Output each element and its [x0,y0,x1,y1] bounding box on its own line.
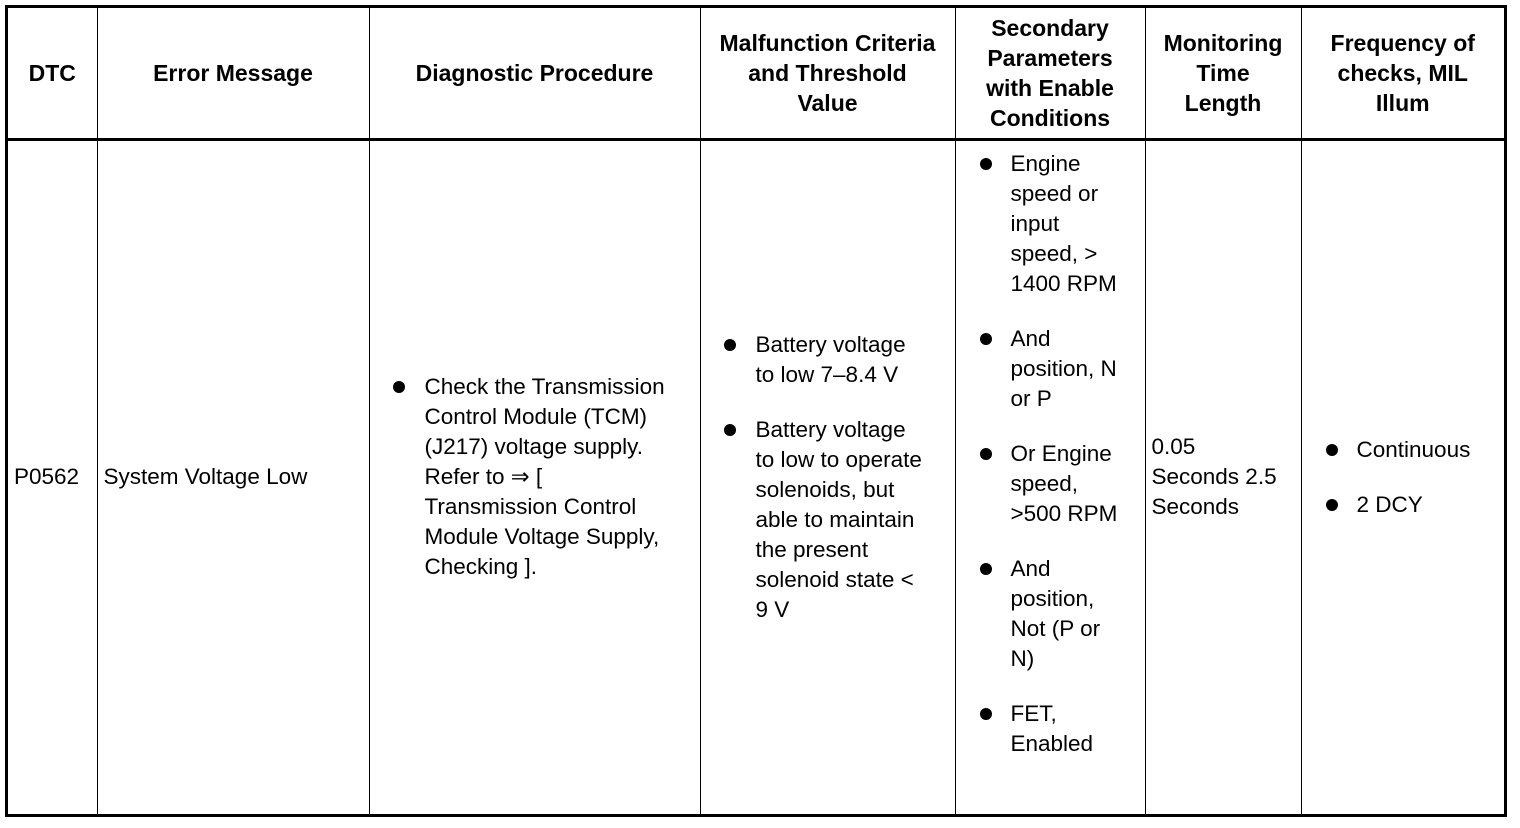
text-line: Check the Transmission [424,374,665,400]
text-line: (J217) voltage supply. [424,434,643,460]
text-line: input [1010,210,1060,236]
dtc-table [8,8,1504,814]
header-diagnostic-procedure: Diagnostic Procedure [369,8,700,139]
text-line: Module Voltage Supply, [424,524,660,550]
table-row [8,139,1504,814]
list-item [956,699,1145,759]
text-line: speed or [1010,180,1099,206]
dtc-code-cell: P0562 [8,139,97,814]
header-line: Frequency of [1330,29,1475,56]
list-item [956,439,1145,529]
text-line: speed, > [1010,240,1098,266]
bullet-icon [393,381,405,393]
header-malfunction-criteria [700,8,955,139]
list-item [956,149,1145,299]
header-line: Value [797,89,858,116]
header-line: Monitoring [1163,29,1283,56]
list-item [701,415,955,625]
text-line: Battery voltage [755,416,906,442]
text-line: Enabled [1010,730,1094,756]
header-line: Conditions [989,104,1111,131]
text-line: 1400 RPM [1010,270,1117,296]
bullet-icon [980,563,992,575]
text-line: to low to operate [755,446,922,472]
text-line: Checking ]. [424,554,538,580]
secondary-parameters-list [956,149,1145,759]
list-item [956,554,1145,674]
text-line: Engine [1010,150,1081,176]
header-line: with Enable [986,74,1114,101]
text-line: Seconds 2.5 [1151,464,1277,490]
list-item [956,324,1145,414]
text-line: And [1010,555,1051,581]
list-item [1302,490,1505,520]
text-line: >500 RPM [1010,500,1118,526]
error-message-cell: System Voltage Low [97,139,369,814]
header-line: Parameters [987,44,1113,71]
text-line: 2 DCY [1356,491,1423,517]
dtc-table-frame [5,5,1507,817]
header-dtc: DTC [8,8,97,139]
header-line: checks, MIL [1337,59,1468,86]
text-line: position, [1010,585,1095,611]
malfunction-criteria-list [701,330,955,625]
text-line: Refer to ⇒ [ [424,464,543,490]
header-line: Length [1184,89,1262,116]
secondary-parameters-cell [955,139,1145,814]
header-line: Malfunction Criteria [719,29,936,56]
text-line: And [1010,325,1051,351]
header-secondary-parameters [955,8,1145,139]
text-line: 0.05 [1151,434,1196,460]
bullet-icon [980,158,992,170]
text-line: Not (P or [1010,615,1101,641]
header-row [8,8,1504,139]
text-line: to low 7–8.4 V [755,361,899,387]
bullet-icon [980,333,992,345]
header-frequency [1301,8,1504,139]
list-item [1302,435,1505,465]
bullet-icon [724,424,736,436]
text-line: Or Engine [1010,440,1112,466]
text-line: Battery voltage [755,331,906,357]
bullet-icon [1326,444,1338,456]
text-line: Continuous [1356,436,1471,462]
malfunction-criteria-cell [700,139,955,814]
text-line: Control Module (TCM) [424,404,648,430]
header-monitoring-time [1145,8,1301,139]
text-line: FET, [1010,700,1057,726]
header-line: and Threshold [748,59,907,86]
diagnostic-procedure-list [370,372,700,582]
text-line: solenoid state < [755,566,914,592]
text-line: or P [1010,385,1052,411]
text-line: able to maintain [755,506,915,532]
list-item [370,372,700,582]
frequency-list [1302,435,1505,520]
header-line: Illum [1375,89,1430,116]
header-error-message: Error Message [97,8,369,139]
text-line: N) [1010,645,1035,671]
text-line: Seconds [1151,494,1240,520]
list-item [701,330,955,390]
text-line: the present [755,536,869,562]
bullet-icon [1326,499,1338,511]
text-line: 9 V [755,596,790,622]
text-line: solenoids, but [755,476,895,502]
diagnostic-procedure-cell [369,139,700,814]
header-line: Secondary [991,14,1109,41]
monitoring-time-cell [1145,139,1301,814]
text-line: position, N [1010,355,1117,381]
bullet-icon [980,448,992,460]
frequency-cell [1301,139,1504,814]
bullet-icon [724,339,736,351]
header-line: Time [1196,59,1250,86]
text-line: Transmission Control [424,494,637,520]
bullet-icon [980,708,992,720]
text-line: speed, [1010,470,1079,496]
